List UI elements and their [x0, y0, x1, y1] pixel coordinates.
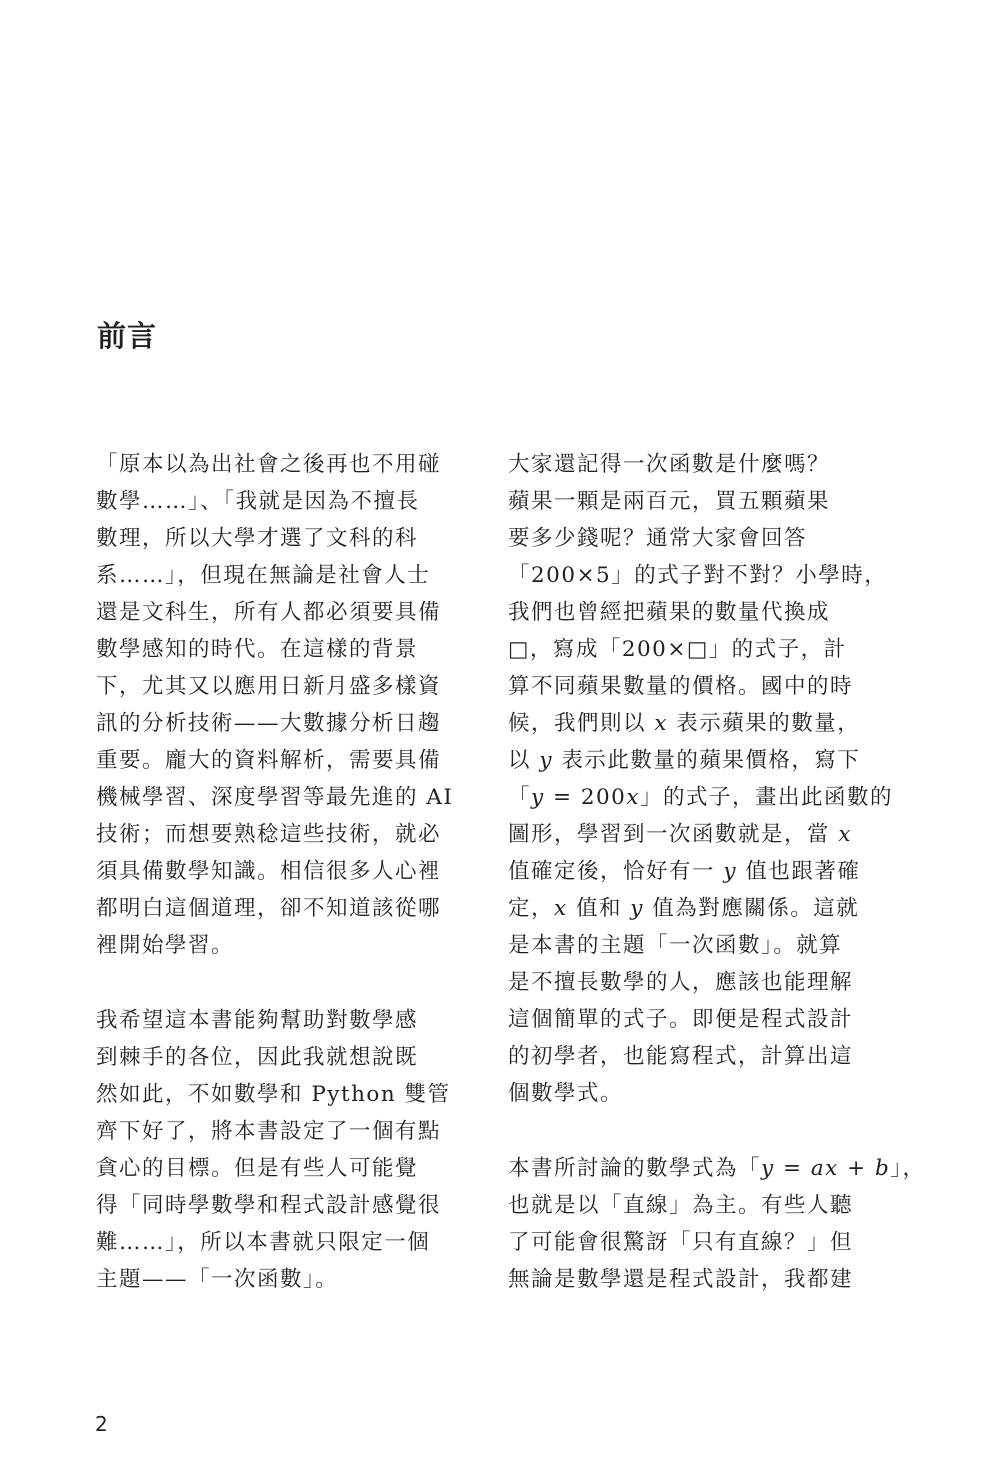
text-line: 機械學習、深度學習等最先進的 AI	[96, 785, 454, 810]
text-line: 技術；而想要熟稔這些技術，就必	[96, 822, 442, 847]
text-line: 數學感知的時代。在這樣的背景	[96, 637, 419, 662]
text-line: 這個簡單的式子。即便是程式設計	[508, 1007, 854, 1032]
text-line: 下，尤其又以應用日新月盛多樣資	[96, 674, 442, 699]
text-line: 都明白這個道理，卻不知道該從哪	[96, 896, 442, 921]
text-line: 的初學者，也能寫程式，計算出這	[508, 1044, 854, 1069]
text-line: 然如此，不如數學和 Python 雙管	[96, 1082, 451, 1107]
text-line: 到棘手的各位，因此我就想說既	[96, 1045, 419, 1070]
text-line: 主題——「一次函數」。	[96, 1267, 339, 1292]
paragraph	[96, 446, 460, 964]
text-line: 圖形，學習到一次函數就是，當 𝑥	[508, 822, 852, 847]
text-line: 「200×5」的式子對不對？小學時，	[508, 563, 888, 588]
text-line: 定，𝑥 值和 𝑦 值為對應關係。這就	[508, 896, 860, 921]
text-line: 候，我們則以 𝑥 表示蘋果的數量，	[508, 711, 861, 736]
text-line: 是不擅長數學的人，應該也能理解	[508, 970, 854, 995]
text-line: 難……」，所以本書就只限定一個	[96, 1230, 431, 1255]
text-line: 須具備數學知識。相信很多人心裡	[96, 859, 442, 884]
text-line: 重要。龐大的資料解析，需要具備	[96, 748, 442, 773]
text-line: 要多少錢呢？通常大家會回答	[508, 526, 808, 551]
paragraph	[96, 1002, 460, 1298]
text-line: 是本書的主題「一次函數」。就算	[508, 933, 843, 958]
text-line: 個數學式。	[508, 1081, 624, 1106]
text-line: 「𝑦 = 200𝑥」的式子，畫出此函數的	[508, 785, 893, 810]
text-line: 數學……」、「我就是因為不擅長	[96, 489, 420, 514]
text-line: 我希望這本書能夠幫助對數學感	[96, 1008, 419, 1033]
text-line: 裡開始學習。	[96, 933, 235, 958]
text-line: 大家還記得一次函數是什麼嗎？	[508, 452, 831, 477]
text-line: 無論是數學還是程式設計，我都建	[508, 1267, 854, 1292]
text-line: 還是文科生，所有人都必須要具備	[96, 600, 442, 625]
text-line: 蘋果一顆是兩百元，買五顆蘋果	[508, 489, 831, 514]
text-line: 本書所討論的數學式為「𝑦 = 𝑎𝑥 + 𝑏」，	[508, 1156, 926, 1181]
page-number: 2	[95, 1412, 108, 1436]
page-heading: 前言	[97, 319, 158, 353]
text-line: 也就是以「直線」為主。有些人聽	[508, 1193, 854, 1218]
text-line: 算不同蘋果數量的價格。國中的時	[508, 674, 854, 699]
text-line: 以 𝑦 表示此數量的蘋果價格，寫下	[508, 748, 861, 773]
text-line: 了可能會很驚訝「只有直線？」但	[508, 1230, 854, 1255]
text-line: 系……」，但現在無論是社會人士	[96, 563, 431, 588]
text-line: □，寫成「200×□」的式子，計	[508, 637, 847, 662]
left-column	[96, 446, 460, 1298]
text-line: 訊的分析技術——大數據分析日趨	[96, 711, 442, 736]
text-line: 數理，所以大學才選了文科的科	[96, 526, 419, 551]
paragraph	[508, 446, 893, 1112]
text-line: 值確定後，恰好有一 𝑦 值也跟著確	[508, 859, 861, 884]
text-line: 齊下好了，將本書設定了一個有點	[96, 1119, 442, 1144]
text-line: 「原本以為出社會之後再也不用碰	[96, 452, 442, 477]
right-column	[508, 446, 926, 1298]
text-line: 得「同時學數學和程式設計感覺很	[96, 1193, 442, 1218]
paragraph	[508, 1150, 926, 1298]
text-line: 貪心的目標。但是有些人可能覺	[96, 1156, 419, 1181]
text-line: 我們也曾經把蘋果的數量代換成	[508, 600, 831, 625]
